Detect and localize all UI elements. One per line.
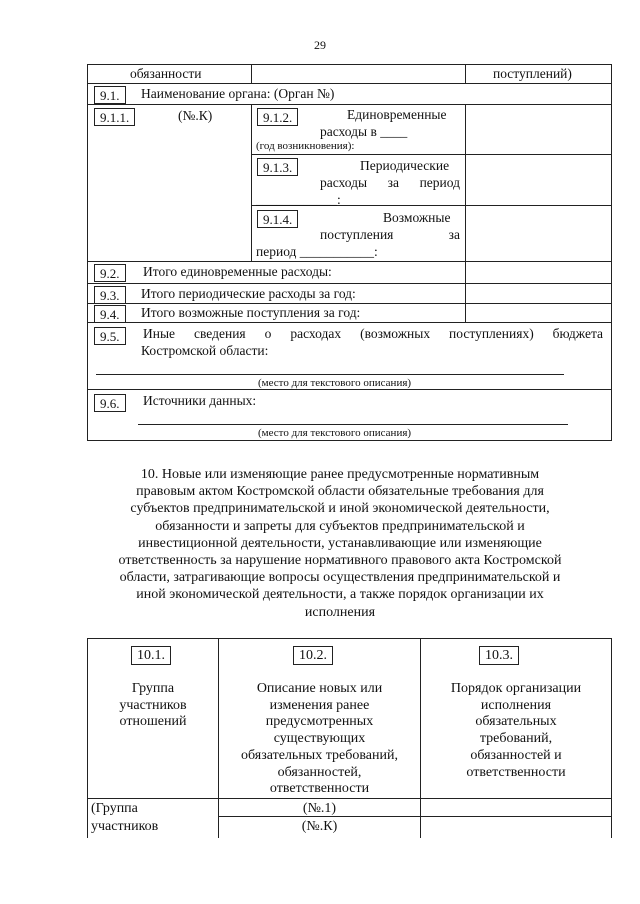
section-10-line: инвестиционной деятельности, устанавливающие или изменяющие: [138, 535, 542, 551]
col-number-10-1: 10.1.: [131, 646, 171, 665]
requirement-item-1: (№.1): [302, 801, 337, 816]
periodic-expenses-line1: Периодические: [360, 158, 450, 173]
row-number-9-1-1: 9.1.1.: [94, 108, 135, 126]
col-header-obligations: обязанности: [130, 66, 202, 81]
possible-receipts-line1: Возможные: [383, 210, 451, 225]
section-10-line: обязанности и запреты для субъектов предпринимательской и: [155, 518, 525, 534]
section-10-line: правовым актом Костромской области обязательные требования для: [136, 484, 544, 500]
row-number-9-3: 9.3.: [94, 286, 126, 304]
row-number-9-4: 9.4.: [94, 305, 126, 323]
data-sources-label: Источники данных:: [143, 393, 257, 408]
section-10-line: исполнения: [304, 604, 376, 620]
col-header-participant-group: Группа участников отношений: [119, 681, 187, 730]
other-info-line2: Костромской области:: [141, 343, 269, 358]
text-description-caption-9-6: (место для текстового описания): [258, 427, 412, 439]
possible-receipts-line3: период ___________:: [256, 244, 378, 259]
one-time-expenses-line3: (год возникновения):: [256, 140, 355, 152]
col-header-receipts: поступлений): [493, 66, 572, 81]
row-number-9-1-3: 9.1.3.: [257, 158, 298, 176]
other-info-line1: Иные сведения о расходах (возможных поступлениях) бюджета: [143, 326, 603, 341]
periodic-expenses-line3: ____________:: [256, 192, 341, 207]
row-number-9-5: 9.5.: [94, 327, 126, 345]
section-10-line: 10. Новые или изменяющие ранее предусмотренные нормативным: [140, 467, 540, 482]
possible-receipts-line2: поступления за: [320, 227, 460, 242]
col-number-10-2: 10.2.: [293, 646, 333, 665]
one-time-expenses-line2: расходы в ____: [320, 124, 408, 139]
section-10-line: области, затрагивающие вопросы осуществления предпринимательской и: [119, 570, 561, 586]
text-description-caption-9-5: (место для текстового описания): [258, 377, 412, 389]
periodic-expenses-line2: расходы за период: [320, 175, 460, 190]
total-periodic-expenses: Итого периодические расходы за год:: [141, 286, 356, 301]
row-number-9-1-4: 9.1.4.: [257, 210, 298, 228]
organ-index-label: (№.К): [178, 108, 213, 123]
col-number-10-3: 10.3.: [479, 646, 519, 665]
page-number: 29: [314, 38, 326, 52]
organ-name-label: Наименование органа: (Орган №): [141, 86, 335, 101]
row-group-label-line1: (Группа: [91, 801, 138, 816]
row-number-9-1: 9.1.: [94, 86, 126, 104]
row-number-9-1-2: 9.1.2.: [257, 108, 298, 126]
row-number-9-2: 9.2.: [94, 264, 126, 282]
section-10-line: ответственность за нарушение нормативного правового акта Костромской: [118, 553, 562, 569]
one-time-expenses-line1: Единовременные: [347, 107, 447, 122]
total-possible-receipts: Итого возможные поступления за год:: [141, 305, 361, 320]
section-10-heading: [100, 466, 580, 621]
section-10-line: субъектов предпринимательской и иной экономической деятельности,: [130, 501, 550, 517]
col-header-execution-order: Порядок организации исполнения обязательных требований, обязанностей и ответственности: [450, 681, 582, 780]
total-one-time-expenses: Итого единовременные расходы:: [143, 264, 332, 279]
row-number-9-6: 9.6.: [94, 394, 126, 412]
col-header-requirements-description: Описание новых или изменения ранее предусмотренных существующих обязательных требований, обязанностей, ответственности: [241, 681, 398, 797]
requirement-item-k: (№.К): [301, 819, 338, 834]
row-group-label-line2: участников: [91, 819, 159, 834]
section-10-line: иной экономической деятельности, а также порядок организации их: [136, 587, 544, 603]
